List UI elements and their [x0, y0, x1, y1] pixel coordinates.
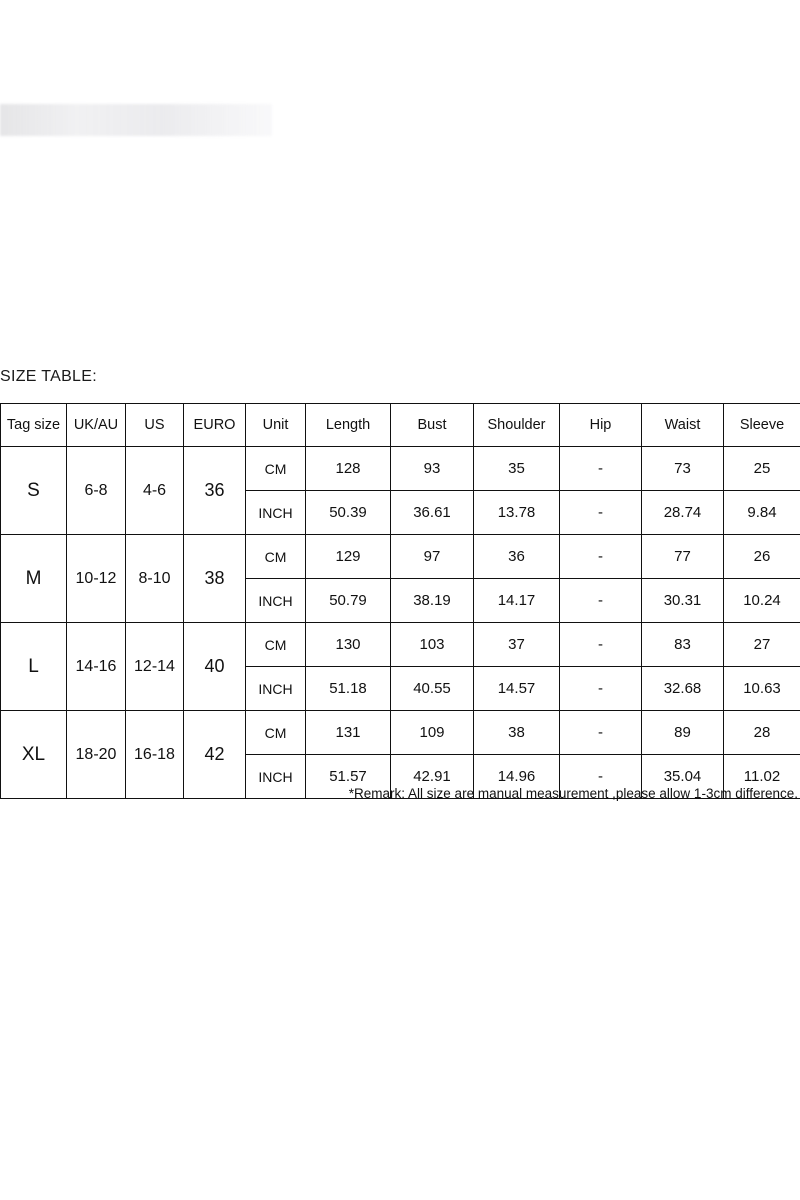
cell-shoulder: 38	[474, 711, 560, 755]
cell-shoulder: 37	[474, 623, 560, 667]
cell-unit: CM	[246, 447, 306, 491]
cell-hip: -	[560, 491, 642, 535]
cell-bust: 42.91	[391, 755, 474, 799]
cell-shoulder: 35	[474, 447, 560, 491]
cell-tag-size: L	[1, 623, 67, 711]
cell-length: 129	[306, 535, 391, 579]
table-row	[1, 535, 800, 579]
table-row	[1, 711, 800, 755]
cell-sleeve: 26	[724, 535, 800, 579]
cell-sleeve: 27	[724, 623, 800, 667]
cell-us: 16-18	[126, 711, 184, 799]
cell-sleeve: 9.84	[724, 491, 800, 535]
cell-uk-au: 6-8	[67, 447, 126, 535]
table-row	[1, 623, 800, 667]
cell-length: 50.39	[306, 491, 391, 535]
cell-waist: 28.74	[642, 491, 724, 535]
cell-bust: 36.61	[391, 491, 474, 535]
cell-shoulder: 13.78	[474, 491, 560, 535]
col-header-length: Length	[306, 404, 391, 447]
faded-banner-artifact	[0, 104, 272, 136]
cell-hip: -	[560, 447, 642, 491]
cell-sleeve: 10.24	[724, 579, 800, 623]
cell-us: 4-6	[126, 447, 184, 535]
cell-waist: 35.04	[642, 755, 724, 799]
cell-shoulder: 36	[474, 535, 560, 579]
cell-shoulder: 14.57	[474, 667, 560, 711]
size-table-container	[0, 403, 800, 799]
cell-uk-au: 10-12	[67, 535, 126, 623]
cell-hip: -	[560, 711, 642, 755]
cell-bust: 97	[391, 535, 474, 579]
measurement-remark: *Remark: All size are manual measurement ,please allow 1-3cm difference.	[348, 786, 798, 801]
cell-bust: 109	[391, 711, 474, 755]
cell-sleeve: 28	[724, 711, 800, 755]
cell-us: 8-10	[126, 535, 184, 623]
cell-us: 12-14	[126, 623, 184, 711]
cell-unit: CM	[246, 711, 306, 755]
cell-length: 51.57	[306, 755, 391, 799]
cell-waist: 83	[642, 623, 724, 667]
page-title: SIZE TABLE:	[0, 368, 97, 385]
cell-tag-size: M	[1, 535, 67, 623]
cell-tag-size: S	[1, 447, 67, 535]
cell-unit: INCH	[246, 667, 306, 711]
cell-shoulder: 14.17	[474, 579, 560, 623]
cell-waist: 32.68	[642, 667, 724, 711]
cell-uk-au: 18-20	[67, 711, 126, 799]
cell-euro: 38	[184, 535, 246, 623]
cell-hip: -	[560, 535, 642, 579]
cell-hip: -	[560, 667, 642, 711]
cell-waist: 73	[642, 447, 724, 491]
cell-bust: 40.55	[391, 667, 474, 711]
table-row	[1, 447, 800, 491]
cell-hip: -	[560, 579, 642, 623]
table-body	[1, 447, 800, 799]
table-header	[1, 404, 800, 447]
cell-unit: CM	[246, 535, 306, 579]
cell-length: 130	[306, 623, 391, 667]
cell-length: 51.18	[306, 667, 391, 711]
cell-euro: 42	[184, 711, 246, 799]
cell-waist: 77	[642, 535, 724, 579]
cell-sleeve: 25	[724, 447, 800, 491]
col-header-unit: Unit	[246, 404, 306, 447]
col-header-bust: Bust	[391, 404, 474, 447]
col-header-tag-size: Tag size	[1, 404, 67, 447]
col-header-euro: EURO	[184, 404, 246, 447]
col-header-uk-au: UK/AU	[67, 404, 126, 447]
cell-length: 50.79	[306, 579, 391, 623]
cell-hip: -	[560, 755, 642, 799]
col-header-hip: Hip	[560, 404, 642, 447]
col-header-us: US	[126, 404, 184, 447]
cell-bust: 103	[391, 623, 474, 667]
col-header-waist: Waist	[642, 404, 724, 447]
col-header-sleeve: Sleeve	[724, 404, 800, 447]
cell-unit: INCH	[246, 579, 306, 623]
cell-tag-size: XL	[1, 711, 67, 799]
col-header-shoulder: Shoulder	[474, 404, 560, 447]
cell-euro: 36	[184, 447, 246, 535]
table-header-row	[1, 404, 800, 447]
cell-bust: 93	[391, 447, 474, 491]
cell-length: 128	[306, 447, 391, 491]
size-table	[0, 403, 800, 799]
cell-hip: -	[560, 623, 642, 667]
cell-unit: INCH	[246, 491, 306, 535]
cell-waist: 30.31	[642, 579, 724, 623]
cell-waist: 89	[642, 711, 724, 755]
cell-unit: CM	[246, 623, 306, 667]
cell-euro: 40	[184, 623, 246, 711]
cell-uk-au: 14-16	[67, 623, 126, 711]
cell-length: 131	[306, 711, 391, 755]
cell-unit: INCH	[246, 755, 306, 799]
cell-sleeve: 11.02	[724, 755, 800, 799]
cell-bust: 38.19	[391, 579, 474, 623]
cell-sleeve: 10.63	[724, 667, 800, 711]
cell-shoulder: 14.96	[474, 755, 560, 799]
